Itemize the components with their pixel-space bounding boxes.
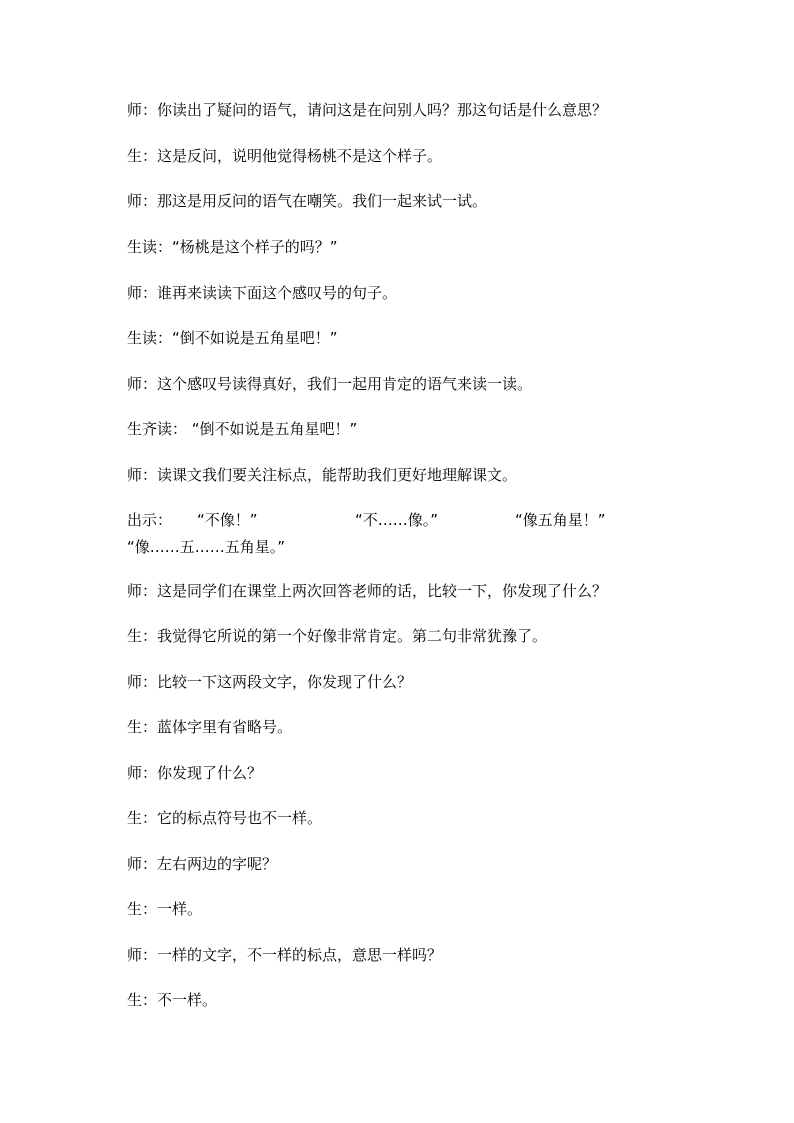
dialogue-line-7: 师：这个感叹号读得真好，我们一起用肯定的语气来读一读。 xyxy=(127,375,533,393)
dialogue-line-4: 生读：“杨桃是这个样子的吗？” xyxy=(127,238,338,256)
dialogue-line-6: 生读：“倒不如说是五角星吧！” xyxy=(127,329,338,347)
dialogue-line-5: 师：谁再来读读下面这个感叹号的句子。 xyxy=(127,284,398,302)
dialogue-line-18: 师：一样的文字，不一样的标点，意思一样吗？ xyxy=(127,946,443,964)
dialogue-line-17: 生：一样。 xyxy=(127,900,203,918)
dialogue-line-15: 生：它的标点符号也不一样。 xyxy=(127,809,323,827)
dialogue-line-1: 师：你读出了疑问的语气，请问这是在问别人吗？那这句话是什么意思？ xyxy=(127,101,608,119)
dialogue-line-13: 生：蓝体字里有省略号。 xyxy=(127,718,293,736)
dialogue-line-12: 师：比较一下这两段文字，你发现了什么？ xyxy=(127,673,413,691)
show-label: 出示： xyxy=(127,511,173,529)
show-item-2: “不……像。” xyxy=(355,511,439,529)
show-item-1: “不像！” xyxy=(197,511,258,529)
show-second-line: “像……五……五角星。” xyxy=(127,538,286,556)
dialogue-line-19: 生：不一样。 xyxy=(127,991,218,1009)
dialogue-line-11: 生：我觉得它所说的第一个好像非常肯定。第二句非常犹豫了。 xyxy=(127,627,548,645)
dialogue-line-14: 师：你发现了什么？ xyxy=(127,764,263,782)
dialogue-line-10: 师：这是同学们在课堂上两次回答老师的话，比较一下，你发现了什么？ xyxy=(127,582,608,600)
dialogue-line-3: 师：那这是用反问的语气在嘲笑。我们一起来试一试。 xyxy=(127,192,488,210)
dialogue-line-9: 师：读课文我们要关注标点，能帮助我们更好地理解课文。 xyxy=(127,466,518,484)
dialogue-line-16: 师：左右两边的字呢？ xyxy=(127,855,278,873)
dialogue-line-2: 生：这是反问，说明他觉得杨桃不是这个样子。 xyxy=(127,147,443,165)
dialogue-line-8: 生齐读： “倒不如说是五角星吧！” xyxy=(127,420,358,438)
show-item-3: “像五角星！” xyxy=(515,511,606,529)
